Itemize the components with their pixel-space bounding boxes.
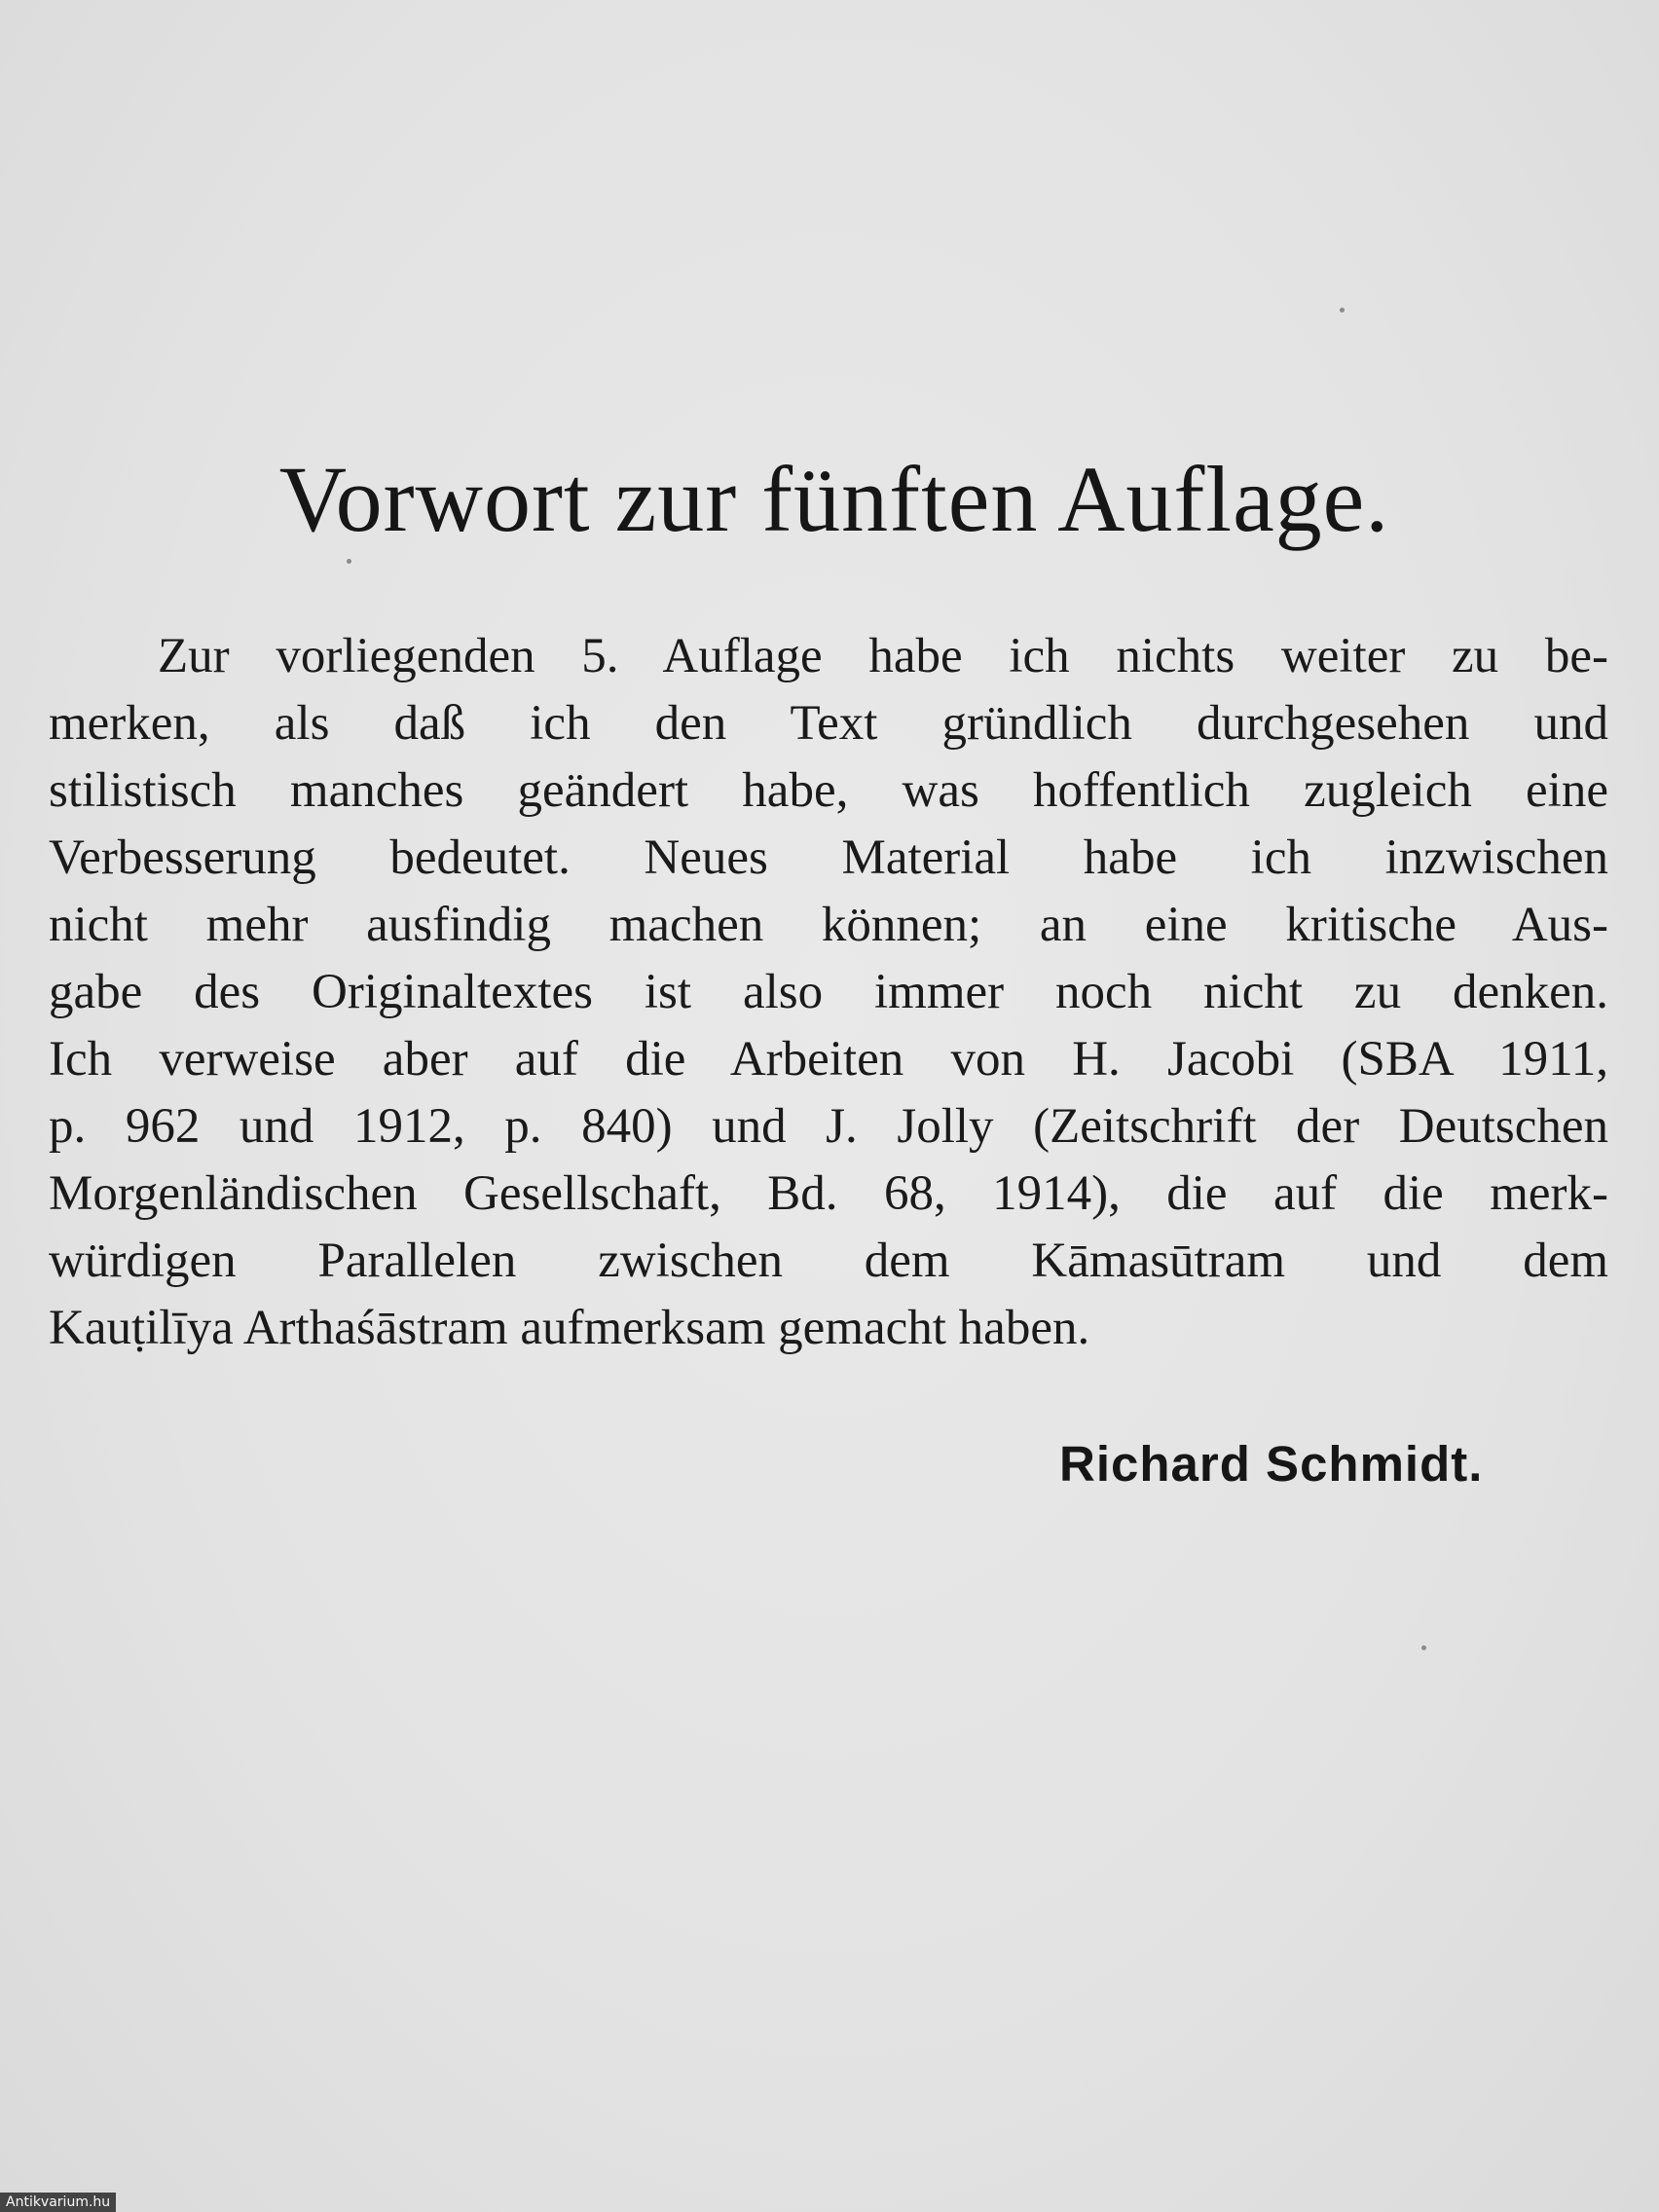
paragraph-line: merken, als daß ich den Text gründlich durchgesehen und bbox=[49, 696, 1608, 751]
page-title: Vorwort zur fünften Auflage. bbox=[278, 447, 1390, 551]
paragraph-line: stilistisch manches geändert habe, was hoffentlich zugleich eine bbox=[49, 763, 1608, 818]
paragraph-line: p. 962 und 1912, p. 840) und J. Jolly (Zeitschrift der Deutschen bbox=[49, 1099, 1608, 1154]
paragraph-line: würdigen Parallelen zwischen dem Kāmasūtram und dem bbox=[49, 1234, 1608, 1288]
author-signature: Richard Schmidt. bbox=[1059, 1436, 1484, 1492]
paragraph-line: Ich verweise aber auf die Arbeiten von H. Jacobi (SBA 1911, bbox=[49, 1032, 1608, 1087]
paragraph-line: Morgenländischen Gesellschaft, Bd. 68, 1914), die auf die merk- bbox=[49, 1166, 1608, 1221]
paper-speck bbox=[347, 559, 351, 564]
paragraph-line: gabe des Originaltextes ist also immer noch nicht zu denken. bbox=[49, 965, 1608, 1019]
paragraph-line: Verbesserung bedeutet. Neues Material habe ich inzwischen bbox=[49, 830, 1608, 885]
watermark: Antikvarium.hu bbox=[0, 2193, 116, 2212]
paper-speck bbox=[1340, 308, 1345, 313]
preface-paragraph bbox=[49, 623, 1608, 1362]
paper-speck bbox=[1421, 1645, 1426, 1650]
paragraph-line: Zur vorliegenden 5. Auflage habe ich nichts weiter zu be- bbox=[158, 629, 1608, 683]
paragraph-line: nicht mehr ausfindig machen können; an eine kritische Aus- bbox=[49, 898, 1608, 952]
paragraph-line: Kauṭilīya Arthaśāstram aufmerksam gemacht haben. bbox=[49, 1301, 1090, 1355]
